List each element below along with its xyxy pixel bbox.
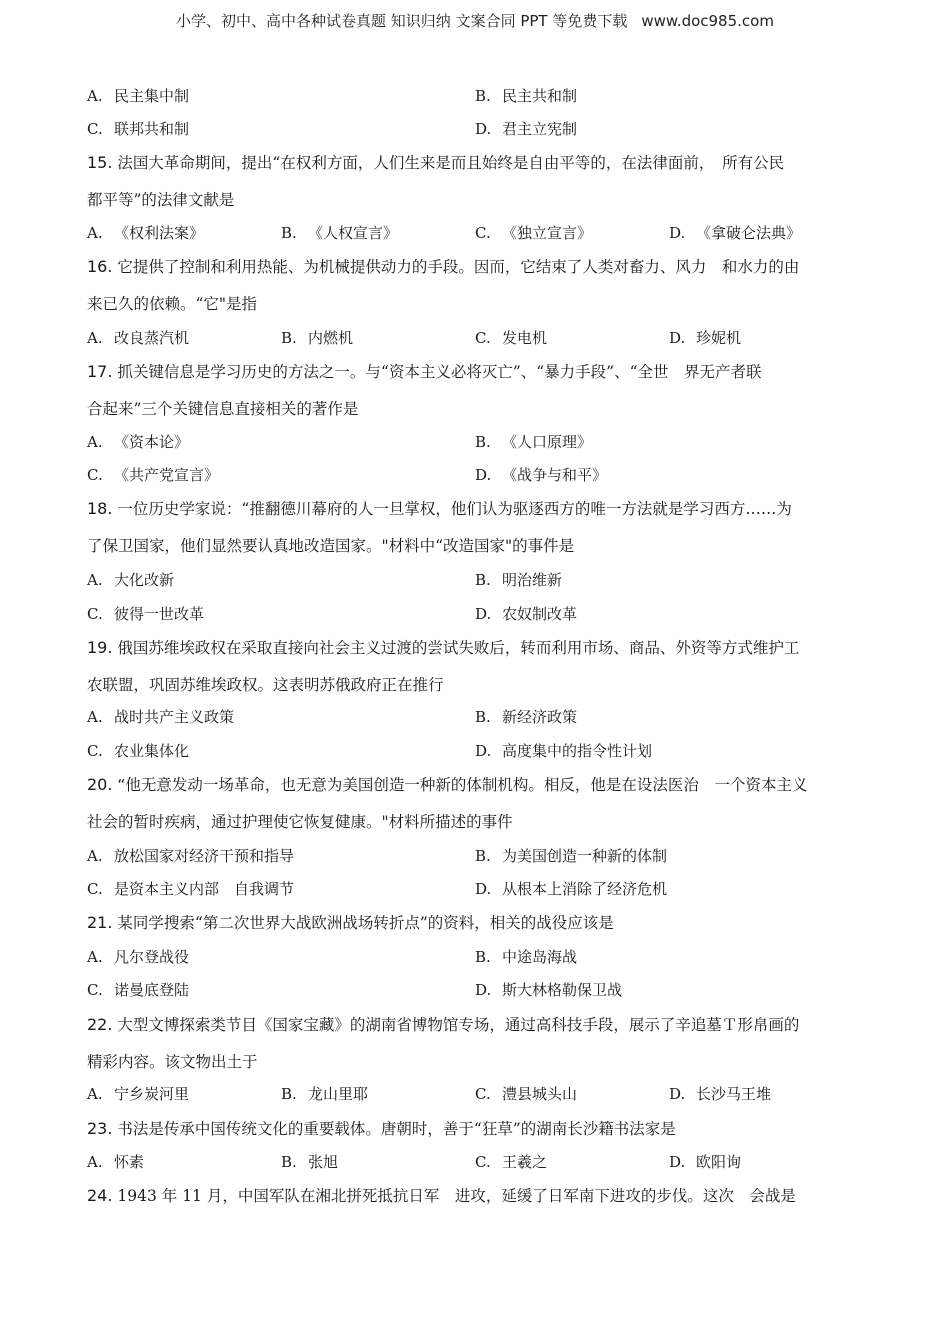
q19-number: 19. [87, 638, 113, 657]
q16-stem-line2: 来已久的依赖。“它"是指 [87, 295, 258, 313]
q23-option-d: D. 欧阳询 [669, 1153, 742, 1171]
q22-option-c: C. 澧县城头山 [475, 1085, 578, 1103]
q14-option-c: C. 联邦共和制 [87, 120, 190, 138]
q17-option-a: A. 《资本论》 [87, 433, 190, 451]
q22-stem-line2: 精彩内容。该文物出土于 [87, 1053, 258, 1071]
q14-option-b: B. 民主共和制 [475, 87, 578, 105]
q23-option-c: C. 王羲之 [475, 1153, 548, 1171]
q20-option-a: A. 放松国家对经济干预和指导 [87, 847, 295, 865]
q19-option-a: A. 战时共产主义政策 [87, 708, 235, 726]
q21-number: 21. [87, 913, 113, 932]
q20-option-b: B. 为美国创造一种新的体制 [475, 847, 668, 865]
q18-number: 18. [87, 499, 113, 518]
q15-option-d: D. 《拿破仑法典》 [669, 224, 802, 242]
q21-option-d: D. 斯大林格勒保卫战 [475, 981, 623, 999]
q15-option-b: B. 《人权宣言》 [281, 224, 399, 242]
q22-option-d: D. 长沙马王堆 [669, 1085, 772, 1103]
q17-option-d: D. 《战争与和平》 [475, 466, 608, 484]
q15-stem-line2: 都平等”的法律文献是 [87, 191, 235, 209]
q16-number: 16. [87, 257, 113, 276]
q19-stem-line1: 19. 俄国苏维埃政权在采取直接向社会主义过渡的尝试失败后，转而利用市场、商品、外资等方式维护工 [87, 638, 800, 657]
q16-option-a: A. 改良蒸汽机 [87, 329, 190, 347]
q22-option-b: B. 龙山里耶 [281, 1085, 369, 1103]
q22-number: 22. [87, 1015, 113, 1034]
q15-number: 15. [87, 153, 113, 172]
q20-option-c: C. 是资本主义内部 自我调节 [87, 880, 295, 898]
q19-stem-line2: 农联盟，巩固苏维埃政权。这表明苏俄政府正在推行 [87, 676, 444, 694]
q15-stem-line1: 15. 法国大革命期间，提出“在权利方面，人们生来是而且始终是自由平等的，在法律面前， 所有公民 [87, 153, 785, 172]
q22-option-a: A. 宁乡炭河里 [87, 1085, 190, 1103]
q17-number: 17. [87, 362, 113, 381]
q17-option-c: C. 《共产党宣言》 [87, 466, 220, 484]
q20-number: 20. [87, 775, 113, 794]
q15-option-a: A. 《权利法案》 [87, 224, 205, 242]
q19-option-d: D. 高度集中的指令性计划 [475, 742, 653, 760]
header-url[interactable]: www.doc985.com [641, 12, 774, 30]
q19-option-c: C. 农业集体化 [87, 742, 190, 760]
q16-option-c: C. 发电机 [475, 329, 548, 347]
header-text: 小学、初中、高中各种试卷真题 知识归纳 文案合同 PPT 等免费下载 [176, 12, 628, 30]
q19-option-b: B. 新经济政策 [475, 708, 578, 726]
q16-option-d: D. 珍妮机 [669, 329, 742, 347]
q23-option-a: A. 怀素 [87, 1153, 145, 1171]
q22-stem-line1: 22. 大型文博探索类节目《国家宝藏》的湖南省博物馆专场，通过高科技手段，展示了辛追墓Ｔ形帛画的 [87, 1015, 800, 1034]
q16-stem-line1: 16. 它提供了控制和利用热能、为机械提供动力的手段。因而，它结束了人类对畜力、风力 和水力的由 [87, 257, 800, 276]
q21-option-b: B. 中途岛海战 [475, 948, 578, 966]
q17-stem-line1: 17. 抓关键信息是学习历史的方法之一。与“资本主义必将灭亡”、“暴力手段”、“全世 界无产者联 [87, 362, 762, 381]
q20-stem-line2: 社会的暂时疾病，通过护理使它恢复健康。"材料所描述的事件 [87, 813, 513, 831]
q14-option-a: A. 民主集中制 [87, 87, 190, 105]
q21-option-c: C. 诺曼底登陆 [87, 981, 190, 999]
q17-stem-line2: 合起来”三个关键信息直接相关的著作是 [87, 400, 359, 418]
q17-option-b: B. 《人口原理》 [475, 433, 593, 451]
q18-stem-line1: 18. 一位历史学家说：“推翻德川幕府的人一旦掌权，他们认为驱逐西方的唯一方法就是学习西方……为 [87, 499, 792, 518]
q18-option-b: B. 明治维新 [475, 571, 563, 589]
q23-stem-line1: 23. 书法是传承中国传统文化的重要载体。唐朝时，善于“狂草”的湖南长沙籍书法家是 [87, 1119, 676, 1138]
q23-number: 23. [87, 1119, 113, 1138]
q23-option-b: B. 张旭 [281, 1153, 339, 1171]
q14-option-d: D. 君主立宪制 [475, 120, 578, 138]
q18-option-c: C. 彼得一世改革 [87, 605, 205, 623]
q16-option-b: B. 内燃机 [281, 329, 354, 347]
q18-option-a: A. 大化改新 [87, 571, 175, 589]
q24-stem-line1: 24. 1943 年 11 月，中国军队在湘北拼死抵抗日军 进攻，延缓了日军南下进攻的步伐。这次 会战是 [87, 1186, 796, 1205]
q18-stem-line2: 了保卫国家，他们显然要认真地改造国家。"材料中“改造国家"的事件是 [87, 537, 575, 555]
q21-stem-line1: 21. 某同学搜索“第二次世界大战欧洲战场转折点”的资料，相关的战役应该是 [87, 913, 614, 932]
page-header [0, 10, 950, 31]
q20-option-d: D. 从根本上消除了经济危机 [475, 880, 668, 898]
q24-number: 24. [87, 1186, 113, 1205]
q20-stem-line1: 20. “他无意发动一场革命，也无意为美国创造一种新的体制机构。相反，他是在设法医治 一个资本主义 [87, 775, 808, 794]
q15-option-c: C. 《独立宣言》 [475, 224, 593, 242]
q21-option-a: A. 凡尔登战役 [87, 948, 190, 966]
q18-option-d: D. 农奴制改革 [475, 605, 578, 623]
